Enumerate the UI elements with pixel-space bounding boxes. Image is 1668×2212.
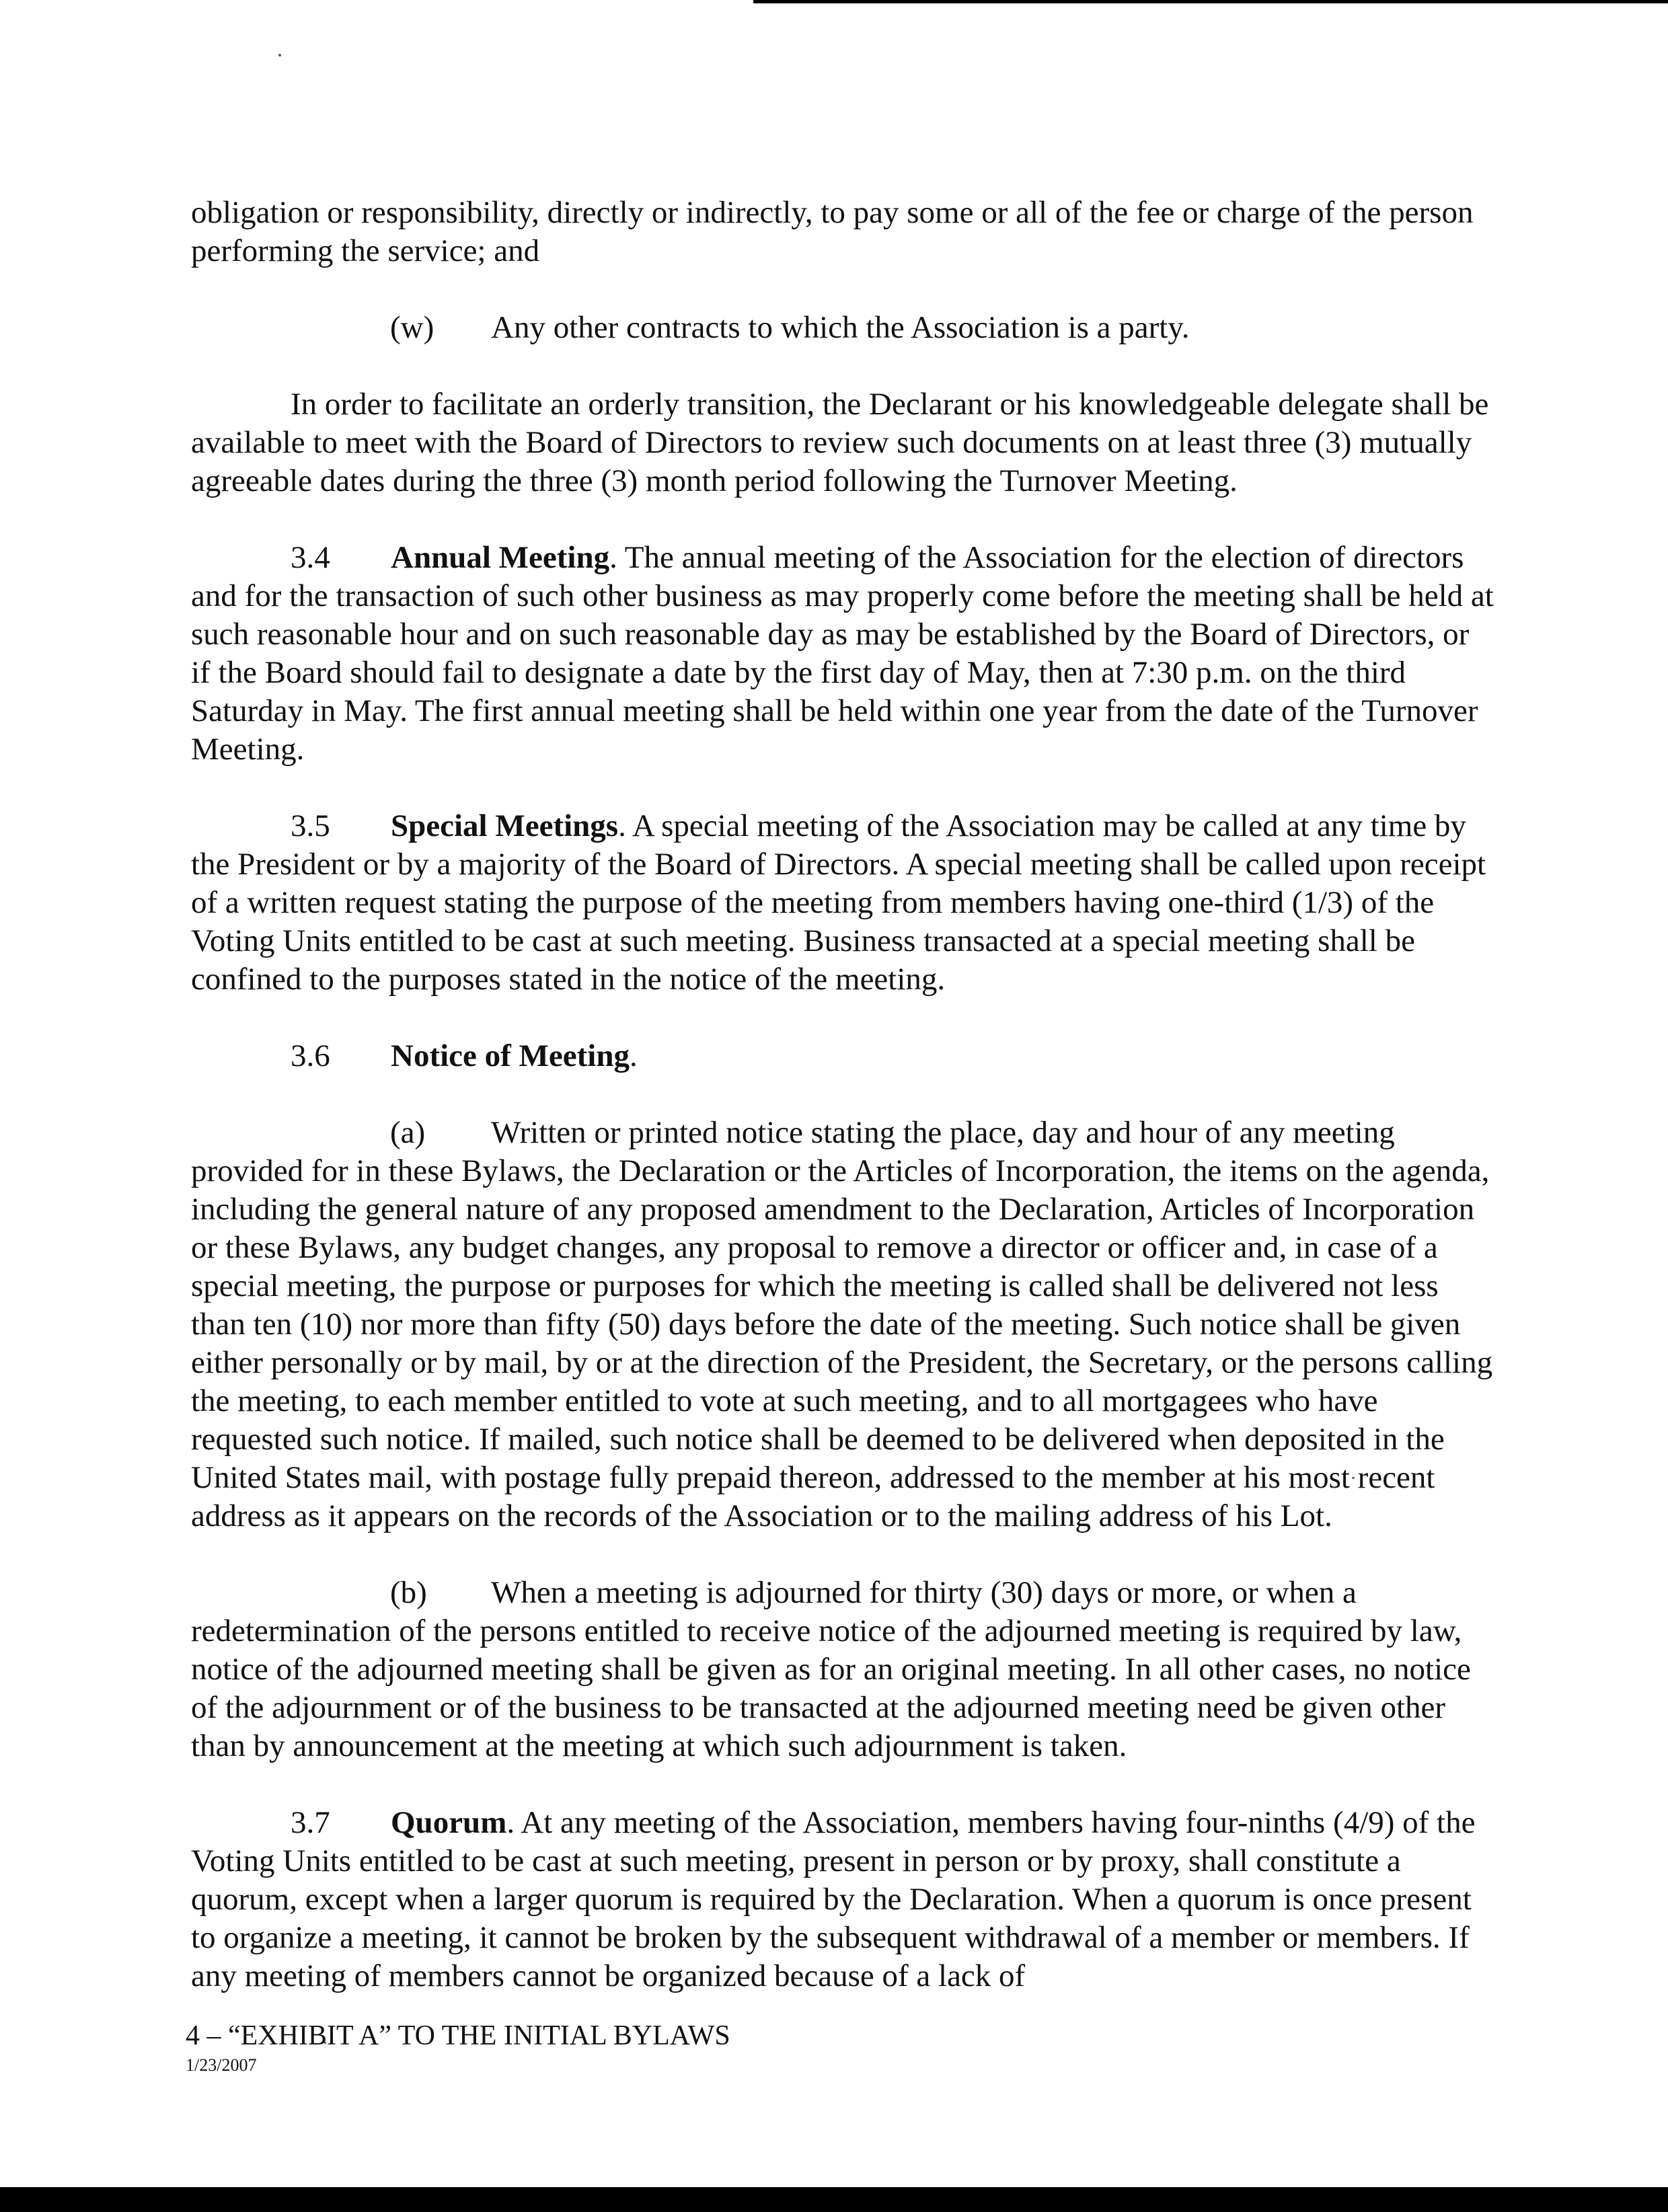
section-heading: Quorum bbox=[391, 1805, 507, 1840]
section-heading: Annual Meeting bbox=[391, 540, 610, 575]
section-number: 3.6 bbox=[291, 1038, 330, 1073]
page-footer bbox=[186, 2019, 730, 2077]
section-number: 3.4 bbox=[291, 540, 330, 575]
section-number: 3.5 bbox=[291, 808, 330, 843]
section-heading: Special Meetings bbox=[391, 808, 619, 843]
section-text: . At any meeting of the Association, members having four-ninths (4/9) of the Voting Units entitled to be cast at such meeting, present in person or by proxy, shall constitute a quorum, except when a larger quorum is required by the Declaration. When a quorum is once present to organize a meeting, it cannot be broken by the subsequent withdrawal of a member or members. If any meeting of members cannot be organized because of a lack of bbox=[191, 1805, 1476, 1993]
section-3-5 bbox=[191, 807, 1496, 999]
scan-top-edge bbox=[753, 0, 1668, 3]
section-text: . The annual meeting of the Association for the election of directors and for the transaction of such other business as may properly come before the meeting shall be held at such reasonable hour and on such reasonable day as may be established by the Board of Directors, or if the Board should fail to designate a date by the first day of May, then at 7:30 p.m. on the third Saturday in May. The first annual meeting shall be held within one year from the date of the Turnover Meeting. bbox=[191, 540, 1494, 767]
item-text: When a meeting is adjourned for thirty (30) days or more, or when a redetermination of the persons entitled to receive notice of the adjourned meeting is required by law, notice of the adjourned meeting shall be given as for an original meeting. In all other cases, no notice of the adjournment or of the business to be transacted at the adjourned meeting need be given other than by announcement at the meeting at which such adjournment is taken. bbox=[191, 1575, 1471, 1763]
item-text: Written or printed notice stating the place, day and hour of any meeting provided for in these Bylaws, the Declaration or the Articles of Incorporation, the items on the agenda, including the general nature of any proposed amendment to the Declaration, Articles of Incorporation or these Bylaws, any budget changes, any proposal to remove a director or officer and, in case of a special meeting, the purpose or purposes for which the meeting is called shall be delivered not less than ten (10) nor more than fifty (50) days before the date of the meeting. Such notice shall be given either personally or by mail, by or at the direction of the President, the Secretary, or the persons calling the meeting, to each member entitled to vote at such meeting, and to all mortgagees who have requested such notice. If mailed, such notice shall be deemed to be delivered when deposited in the United States mail, with postage fully prepaid thereon, addressed to the member at his most recent address as it appears on the records of the Association or to the mailing address of his Lot. bbox=[191, 1115, 1493, 1533]
continuation-paragraph: obligation or responsibility, directly or indirectly, to pay some or all of the fee or charge of the person performing the service; and bbox=[191, 195, 1474, 268]
footer-title: 4 – “EXHIBIT A” TO THE INITIAL BYLAWS bbox=[186, 2020, 730, 2051]
footer-date: 1/23/2007 bbox=[186, 2055, 257, 2075]
scan-bottom-edge bbox=[0, 2187, 1668, 2212]
section-3-4 bbox=[191, 539, 1496, 769]
document-page bbox=[191, 194, 1496, 1995]
scan-speck bbox=[278, 54, 281, 56]
transition-paragraph: In order to facilitate an orderly transition, the Declarant or his knowledgeable delegate shall be available to meet with the Board of Directors to review such documents on at least three (3) mutually agreeable dates during the three (3) month period following the Turnover Meeting. bbox=[191, 387, 1489, 498]
section-heading: Notice of Meeting bbox=[391, 1038, 630, 1073]
section-3-6-item-b bbox=[191, 1574, 1496, 1765]
section-3-6-item-a bbox=[191, 1114, 1496, 1535]
list-item-text: Any other contracts to which the Association is a party. bbox=[491, 310, 1190, 345]
section-number: 3.7 bbox=[291, 1805, 330, 1840]
item-label: (a) bbox=[390, 1115, 426, 1150]
item-label: (b) bbox=[390, 1575, 427, 1610]
section-text: . A special meeting of the Association may be called at any time by the President or by a majority of the Board of Directors. A special meeting shall be called upon receipt of a written request stating the purpose of the meeting from members having one-third (1/3) of the Voting Units entitled to be cast at such meeting. Business transacted at a special meeting shall be confined to the purposes stated in the notice of the meeting. bbox=[191, 808, 1486, 997]
list-item-w bbox=[191, 309, 1496, 347]
section-3-6 bbox=[191, 1037, 1496, 1075]
list-item-label: (w) bbox=[390, 310, 434, 345]
section-heading-period: . bbox=[629, 1038, 638, 1073]
section-3-7 bbox=[191, 1804, 1496, 1995]
